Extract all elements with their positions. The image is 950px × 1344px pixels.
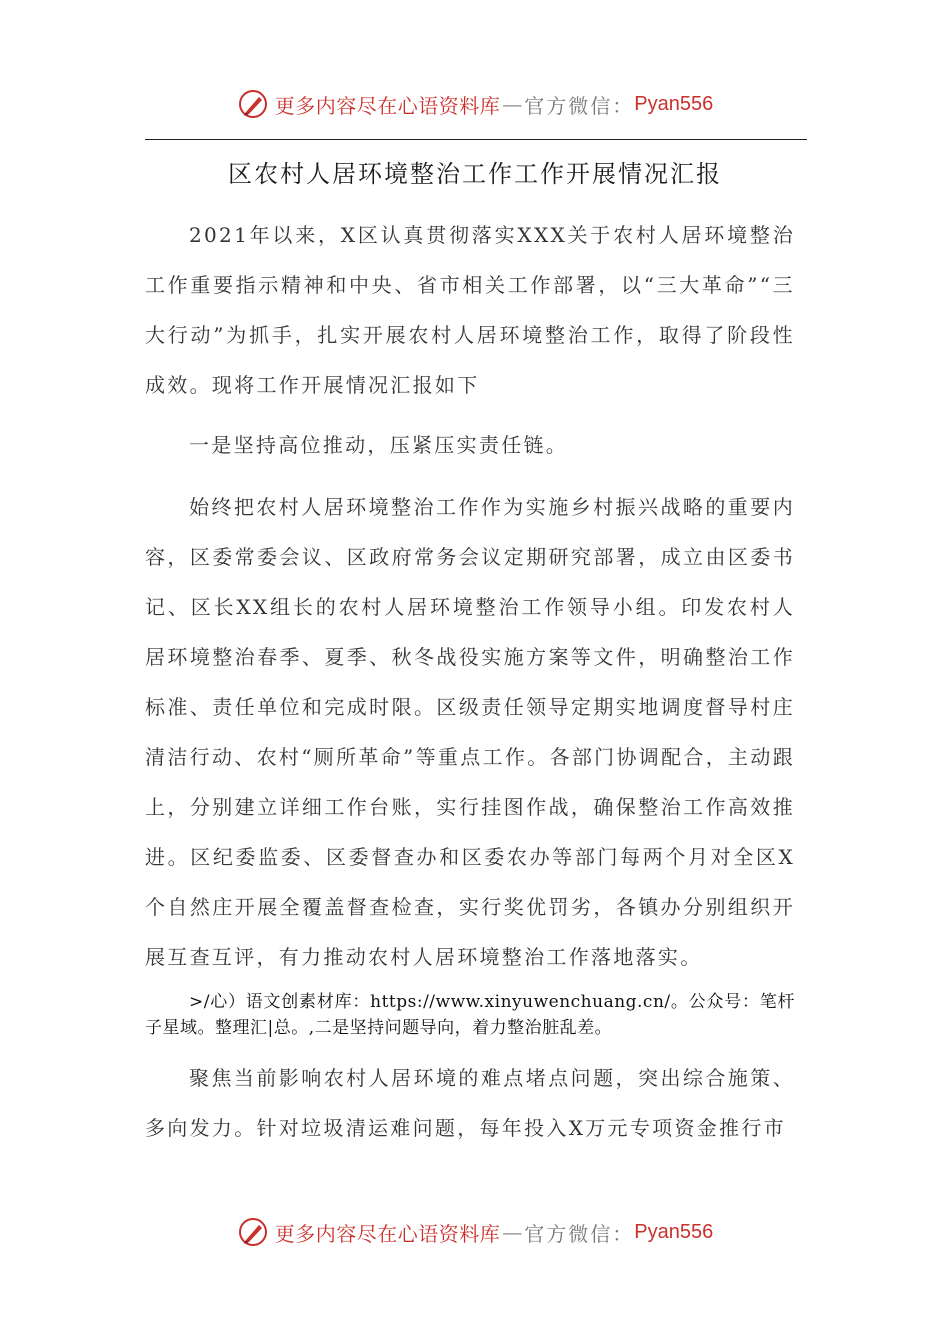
pen-logo-icon xyxy=(237,1216,269,1248)
banner-wechat-id: Pyan556 xyxy=(634,1220,714,1243)
header-banner xyxy=(0,84,950,124)
banner-dash: — xyxy=(502,92,523,116)
paragraph-source-note: >/心）语文创素材库：https://www.xinyuwenchuang.cn/。公众号：笔杆子星域。整理汇|总。,二是坚持问题导向，着力整治脏乱差。 xyxy=(145,992,795,1038)
pen-logo-icon xyxy=(237,88,269,120)
paragraph-intro: 2021年以来，X区认真贯彻落实XXX关于农村人居环境整治工作重要指示精神和中央、省市相关工作部署，以“三大革命”“三大行动”为抓手，扎实开展农村人居环境整治工作，取得了阶段性成效。现将工作开展情况汇报如下 xyxy=(145,223,795,397)
banner-text: 更多内容尽在心语资料库 xyxy=(274,1221,501,1246)
footer-banner xyxy=(0,1212,950,1252)
paragraph-body-1: 始终把农村人居环境整治工作作为实施乡村振兴战略的重要内容，区委常委会议、区政府常务会议定期研究部署，成立由区委书记、区长XX组长的农村人居环境整治工作领导小组。印发农村人居环境整治春季、夏季、秋冬战役实施方案等文件，明确整治工作标准、责任单位和完成时限。区级责任领导定期实地调度督导村庄清洁行动、农村“厕所革命”等重点工作。各部门协调配合，主动跟上，分别建立详细工作台账，实行挂图作战，确保整治工作高效推进。区纪委监委、区委督查办和区委农办等部门每两个月对全区X个自然庄开展全覆盖督查检查，实行奖优罚劣，各镇办分别组织开展互查互评，有力推动农村人居环境整治工作落地落实。 xyxy=(145,495,795,969)
header-rule xyxy=(145,139,807,140)
paragraph-body-2: 聚焦当前影响农村人居环境的难点堵点问题，突出综合施策、多向发力。针对垃圾清运难问题，每年投入X万元专项资金推行市 xyxy=(145,1066,795,1140)
banner-wechat-id: Pyan556 xyxy=(634,92,714,115)
banner-label: 官方微信： xyxy=(524,1221,635,1246)
document-title: 区农村人居环境整治工作工作开展情况汇报 xyxy=(228,160,722,188)
paragraph-heading-1: 一是坚持高位推动，压紧压实责任链。 xyxy=(189,433,569,457)
banner-text: 更多内容尽在心语资料库 xyxy=(274,93,501,118)
banner-label: 官方微信： xyxy=(524,93,635,118)
banner-dash: — xyxy=(502,1220,523,1244)
